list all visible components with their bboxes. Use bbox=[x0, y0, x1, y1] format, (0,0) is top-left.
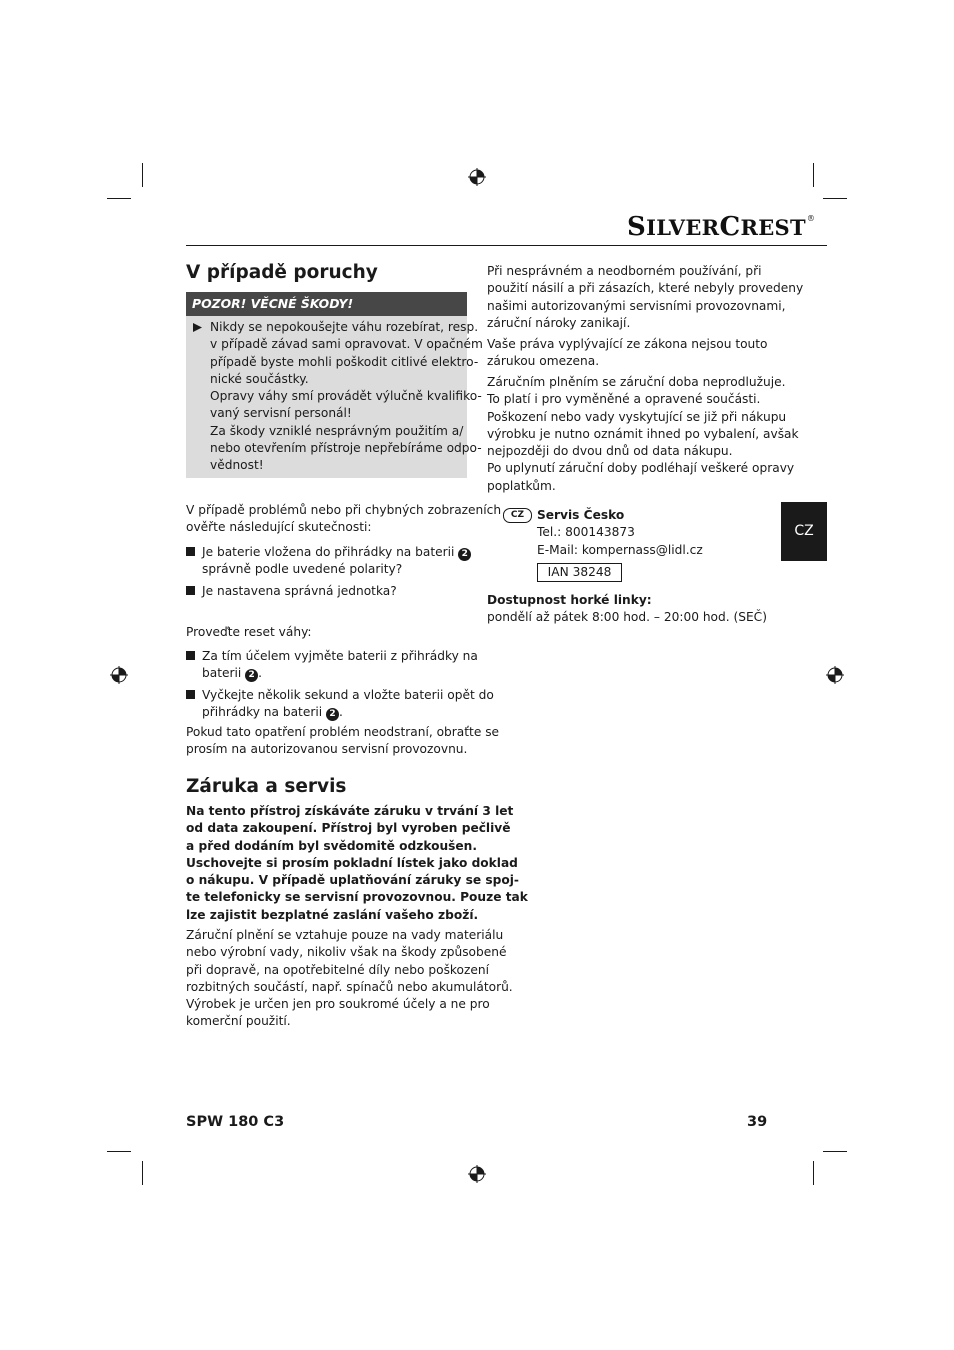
registration-mark-icon bbox=[468, 1165, 486, 1183]
registration-mark-icon bbox=[110, 666, 128, 684]
crop-mark bbox=[813, 163, 814, 187]
square-bullet-icon bbox=[186, 651, 195, 660]
warranty-text: Záruční plnění se vztahuje pouze na vady materiálu nebo výrobní vady, nikoliv však na škody způsobené při dopravě, na opotřebitelné díly nebo poškození rozbitných součástí, např. spínačů nebo akumulátorů. Výrobek je určen jen pro soukromé účely a ne pro komerční použití. bbox=[186, 928, 513, 1029]
warning-title: POZOR! VĚCNÉ ŠKODY! bbox=[186, 292, 467, 316]
troubleshoot-intro: V případě problémů nebo při chybných zobrazeních ověřte následující skutečnosti: bbox=[186, 503, 502, 535]
check-item: Je baterie vložena do přihrádky na baterii 2 správně podle uvedené polarity? bbox=[202, 544, 471, 579]
square-bullet-icon bbox=[186, 586, 195, 595]
crop-mark bbox=[142, 1161, 143, 1185]
troubleshoot-outro: Pokud tato opatření problém neodstraní, obraťte se prosím na autorizovanou servisní provozovnu. bbox=[186, 725, 500, 757]
arrow-bullet-icon bbox=[193, 323, 202, 332]
square-bullet-icon bbox=[186, 690, 195, 699]
reset-step: Vyčkejte několik sekund a vložte baterii opět do přihrádky na baterii 2 . bbox=[202, 688, 494, 720]
service-phone: Tel.: 800143873 bbox=[537, 525, 635, 540]
number-badge-icon: 2 bbox=[326, 708, 339, 721]
warranty-paragraph: Záručním plněním se záruční doba neprodlužuje. To platí i pro vyměněné a opravené součásti. Poškození nebo vady vyskytující se již při nákupu výrobku je nutno oznámit ihned po vybalení, avšak nejpozději do dvou dnů od data nákupu. Po uplynutí záruční doby podléhají veškeré opravy poplatkům. bbox=[487, 375, 799, 493]
number-badge-icon: 2 bbox=[245, 669, 258, 682]
warranty-paragraph: Vaše práva vyplývající ze zákona nejsou touto zárukou omezena. bbox=[487, 337, 768, 369]
service-contact bbox=[537, 507, 703, 559]
warranty-intro: Na tento přístroj získáváte záruku v trvání 3 let od data zakoupení. Přístroj byl vyroben pečlivě a před dodáním byl svědomitě odzkoušen. Uschovejte si prosím pokladní lístek jako doklad o nákupu. V případě uplatňování záruky se spoj- te telefonicky se servisní provozovnou. Pouze tak lze zajistit bezplatné zaslání vašeho zboží. bbox=[186, 804, 528, 922]
crop-mark bbox=[823, 198, 847, 199]
crop-mark bbox=[823, 1151, 847, 1152]
section-heading-malfunction: V případě poruchy bbox=[186, 262, 378, 283]
number-badge-icon: 2 bbox=[458, 548, 471, 561]
crop-mark bbox=[142, 163, 143, 187]
header-rule bbox=[186, 245, 827, 246]
registration-mark-icon bbox=[826, 666, 844, 684]
country-badge: CZ bbox=[503, 508, 532, 523]
reset-intro: Proveďte reset váhy: bbox=[186, 625, 312, 639]
crop-mark bbox=[813, 1161, 814, 1185]
crop-mark bbox=[107, 198, 131, 199]
model-number: SPW 180 C3 bbox=[186, 1114, 285, 1130]
service-name: Servis Česko bbox=[537, 508, 625, 522]
hotline-info: Dostupnost horké linky: pondělí až pátek 8:00 hod. – 20:00 hod. (SEČ) bbox=[487, 593, 767, 625]
crop-mark bbox=[107, 1151, 131, 1152]
page-number: 39 bbox=[747, 1114, 768, 1130]
brand-logo: SILVERCREST® bbox=[627, 212, 816, 242]
registration-mark-icon bbox=[468, 168, 486, 186]
warranty-paragraph: Při nesprávném a neodborném používání, při použití násilí a při zásazích, které nebyly provedeny našimi autorizovanými servisními provozovnami, záruční nároky zanikají. bbox=[487, 264, 804, 330]
warning-text: Nikdy se nepokoušejte váhu rozebírat, resp. v případě závad sami opravovat. V opačném případě byste mohli poškodit citlivé elektro- nické součástky. Opravy váhy smí provádět výlučně kvalifiko- vaný servisní personál! Za škody vzniklé nesprávným použitím a/ nebo otevřením přístroje nepřebíráme odpo- vědnost! bbox=[210, 320, 483, 473]
language-tab: CZ bbox=[781, 502, 827, 561]
service-email: E-Mail: kompernass@lidl.cz bbox=[537, 542, 703, 557]
ian-number: IAN 38248 bbox=[537, 563, 622, 582]
section-heading-warranty: Záruka a servis bbox=[186, 776, 347, 797]
reset-step: Za tím účelem vyjměte baterii z přihrádky na baterii 2 . bbox=[202, 649, 478, 681]
square-bullet-icon bbox=[186, 547, 195, 556]
check-item: Je nastavena správná jednotka? bbox=[202, 584, 397, 598]
